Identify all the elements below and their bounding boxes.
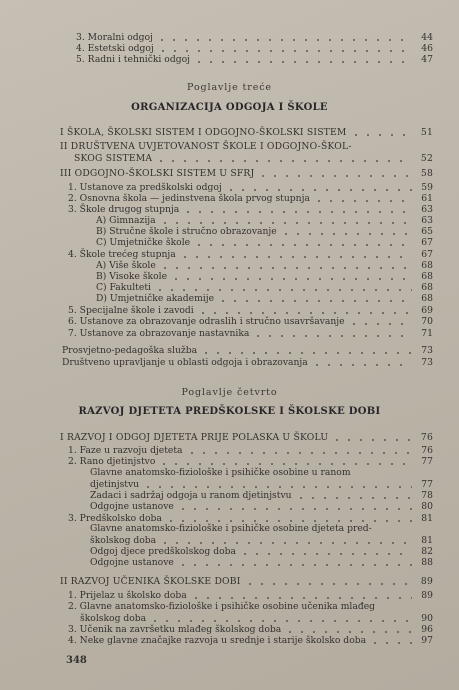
toc-entry-title: 3. Predškolsko doba bbox=[68, 513, 162, 524]
leader-dots bbox=[182, 211, 412, 213]
leader-dots bbox=[170, 278, 412, 280]
toc-entry-title-cont: školskog doba bbox=[90, 535, 157, 546]
leader-dots bbox=[142, 486, 412, 488]
toc-entry-page: 71 bbox=[421, 328, 433, 339]
toc-entry-page: 65 bbox=[421, 226, 433, 237]
toc-entry-title: Društveno upravljanje u oblasti odgoja i obrazovanja bbox=[62, 357, 308, 368]
leader-dots bbox=[313, 200, 412, 202]
toc-entry-page: 78 bbox=[421, 490, 433, 501]
leader-dots bbox=[217, 300, 412, 302]
leader-dots bbox=[154, 289, 412, 291]
leader-dots bbox=[155, 160, 412, 162]
toc-entry bbox=[76, 53, 433, 65]
leader-dots bbox=[200, 352, 412, 354]
leader-dots bbox=[158, 463, 412, 465]
toc-entry-title: 6. Ustanove za obrazovanje odraslih i stručno usavršavanje bbox=[68, 316, 345, 327]
leader-dots bbox=[190, 597, 412, 599]
toc-entry-title: A) Više škole bbox=[96, 260, 156, 271]
leader-dots bbox=[193, 244, 412, 246]
leader-dots bbox=[159, 267, 412, 269]
toc-entry-page: 59 bbox=[421, 182, 433, 193]
toc-entry-page: 77 bbox=[421, 479, 433, 490]
toc-entry-page: 73 bbox=[421, 357, 433, 368]
leader-dots bbox=[165, 520, 412, 522]
toc-entry-title: A) Gimnazija bbox=[96, 215, 156, 226]
chapter-title: ORGANIZACIJA ODGOJA I ŠKOLE bbox=[131, 102, 328, 113]
toc-entry-page: 69 bbox=[421, 305, 433, 316]
toc-entry-title: Odgoj djece predškolskog doba bbox=[90, 546, 236, 557]
toc-entry-title: Prosvjetno-pedagoška služba bbox=[62, 345, 198, 356]
toc-section bbox=[74, 152, 433, 164]
leader-dots bbox=[186, 452, 412, 454]
toc-entry-page: 68 bbox=[421, 260, 433, 271]
toc-entry-page: 70 bbox=[421, 316, 433, 327]
toc-entry-title: D) Umjetničke akademije bbox=[96, 293, 215, 304]
toc-section bbox=[60, 167, 433, 179]
toc-entry-title: 2. Rano djetinjstvo bbox=[68, 456, 156, 467]
toc-section-title: III ODGOJNO-ŠKOLSKI SISTEM U SFRJ bbox=[60, 168, 255, 179]
toc-entry bbox=[68, 327, 433, 339]
toc-section-title-cont: SKOG SISTEMA bbox=[74, 153, 153, 164]
toc-subentry bbox=[96, 236, 433, 248]
leader-dots bbox=[197, 312, 412, 314]
toc-entry-title: Odgojne ustanove bbox=[90, 501, 174, 512]
toc-section-title: I RAZVOJ I ODGOJ DJETETA PRIJE POLASKA U ŠKOLU bbox=[60, 432, 329, 443]
leader-dots bbox=[244, 583, 412, 585]
toc-section-page: 76 bbox=[420, 432, 433, 443]
toc-entry-page: 68 bbox=[421, 271, 433, 282]
toc-entry-page: 76 bbox=[421, 445, 433, 456]
toc-entry-title: 4. Estetski odgoj bbox=[76, 43, 154, 54]
leader-dots bbox=[348, 323, 412, 325]
leader-dots bbox=[225, 189, 412, 191]
leader-dots bbox=[369, 642, 412, 644]
toc-entry-title: 7. Ustanove za obrazovanje nastavnika bbox=[68, 328, 250, 339]
toc-entry-title: 1. Faze u razvoju djeteta bbox=[68, 445, 183, 456]
toc-section-page: 58 bbox=[420, 168, 433, 179]
toc-entry-page: 68 bbox=[421, 293, 433, 304]
leader-dots bbox=[177, 508, 412, 510]
toc-subentry bbox=[90, 556, 433, 568]
toc-entry-title: 2. Glavne anatomsko-fiziološke i psihičke osobine učenika mlađeg bbox=[68, 601, 376, 612]
toc-entry bbox=[62, 356, 433, 368]
toc-entry bbox=[68, 589, 433, 601]
toc-entry-title: C) Fakulteti bbox=[96, 282, 151, 293]
leader-dots bbox=[280, 233, 412, 235]
leader-dots bbox=[331, 439, 412, 441]
toc-entry-title: 4. Neke glavne značajke razvoja u srednje i starije školsko doba bbox=[68, 635, 367, 646]
toc-entry bbox=[68, 634, 433, 646]
leader-dots bbox=[284, 631, 412, 633]
toc-section-title: II RAZVOJ UČENIKA ŠKOLSKE DOBI bbox=[60, 576, 241, 587]
toc-entry-title: 3. Učenik na završetku mlađeg školskog doba bbox=[68, 624, 282, 635]
leader-dots bbox=[239, 553, 412, 555]
toc-entry-page: 96 bbox=[421, 624, 433, 635]
leader-dots bbox=[149, 620, 412, 622]
leader-dots bbox=[159, 542, 412, 544]
leader-dots bbox=[257, 175, 412, 177]
toc-entry-page: 81 bbox=[421, 535, 433, 546]
toc-entry-title: C) Umjetničke škole bbox=[96, 237, 191, 248]
toc-section-page: 52 bbox=[420, 153, 433, 164]
toc-entry-page: 90 bbox=[421, 613, 433, 624]
toc-subentry bbox=[90, 500, 433, 512]
toc-section-title: II DRUŠTVENA UVJETOVANOST ŠKOLE I ODGOJNO-ŠKOL- bbox=[60, 141, 352, 152]
toc-entry-title: 5. Radni i tehnički odgoj bbox=[76, 54, 190, 65]
toc-entry-page: 88 bbox=[421, 557, 433, 568]
toc-entry-title: 5. Specijalne škole i zavodi bbox=[68, 305, 194, 316]
toc-section-title: I ŠKOLA, ŠKOLSKI SISTEM I ODGOJNO-ŠKOLSKI SISTEM bbox=[60, 127, 347, 138]
leader-dots bbox=[177, 564, 412, 566]
toc-subentry bbox=[96, 292, 433, 304]
leader-dots bbox=[159, 222, 412, 224]
leader-dots bbox=[157, 50, 412, 52]
toc-entry-page: 80 bbox=[421, 501, 433, 512]
toc-entry-page: 61 bbox=[421, 193, 433, 204]
toc-entry-page: 46 bbox=[421, 43, 433, 54]
page-number: 348 bbox=[66, 655, 87, 666]
toc-entry bbox=[62, 344, 433, 356]
toc-section bbox=[60, 575, 433, 587]
chapter-label: Poglavlje četvrto bbox=[181, 387, 278, 398]
toc-entry-page: 97 bbox=[421, 635, 433, 646]
toc-entry-title: B) Visoke škole bbox=[96, 271, 168, 282]
leader-dots bbox=[252, 335, 412, 337]
toc-entry-page: 63 bbox=[421, 204, 433, 215]
toc-section bbox=[60, 126, 433, 138]
toc-entry-title: 4. Škole trećeg stupnja bbox=[68, 249, 176, 260]
toc-entry-title: 3. Moralni odgoj bbox=[76, 32, 153, 43]
toc-entry-title: 2. Osnovna škola — jedinstvena škola prvog stupnja bbox=[68, 193, 310, 204]
toc-entry-title: B) Stručne škole i stručno obrazovanje bbox=[96, 226, 277, 237]
toc-entry-title-cont: školskog doba bbox=[80, 613, 147, 624]
toc-entry-title-cont: djetinjstvu bbox=[90, 479, 140, 490]
leader-dots bbox=[311, 364, 412, 366]
toc-entry-page: 47 bbox=[421, 54, 433, 65]
toc-entry-page: 68 bbox=[421, 282, 433, 293]
leader-dots bbox=[156, 39, 412, 41]
toc-entry-page: 89 bbox=[421, 590, 433, 601]
toc-entry-page: 82 bbox=[421, 546, 433, 557]
toc-entry-page: 63 bbox=[421, 215, 433, 226]
toc-entry-page: 67 bbox=[421, 249, 433, 260]
toc-entry-page: 77 bbox=[421, 456, 433, 467]
chapter-label: Poglavlje treće bbox=[187, 82, 272, 93]
toc-section bbox=[60, 431, 433, 443]
toc-entry-page: 67 bbox=[421, 237, 433, 248]
toc-entry-title: Zadaci i sadržaj odgoja u ranom djetinjstvu bbox=[90, 490, 292, 501]
toc-section-page: 89 bbox=[420, 576, 433, 587]
toc-entry-page: 73 bbox=[421, 345, 433, 356]
toc-entry bbox=[68, 315, 433, 327]
toc-entry bbox=[68, 455, 433, 467]
toc-entry-page: 44 bbox=[421, 32, 433, 43]
chapter-title: RAZVOJ DJETETA PREDŠKOLSKE I ŠKOLSKE DOBI bbox=[78, 406, 381, 417]
toc-entry-title: 1. Ustanove za predškolski odgoj bbox=[68, 182, 222, 193]
toc-section-page: 51 bbox=[420, 127, 433, 138]
toc-entry-page: 81 bbox=[421, 513, 433, 524]
toc-entry-title: Odgojne ustanove bbox=[90, 557, 174, 568]
toc-entry-title: Glavne anatomsko-fiziološke i psihičke osobine djeteta pred- bbox=[90, 523, 372, 534]
leader-dots bbox=[295, 497, 412, 499]
leader-dots bbox=[350, 134, 412, 136]
leader-dots bbox=[193, 61, 412, 63]
toc-entry-title: 3. Škole drugog stupnja bbox=[68, 204, 180, 215]
toc-entry-title: Glavne anatomsko-fiziološke i psihičke osobine u ranom bbox=[90, 467, 351, 478]
leader-dots bbox=[179, 256, 412, 258]
toc-entry-title: 1. Prijelaz u školsko doba bbox=[68, 590, 187, 601]
